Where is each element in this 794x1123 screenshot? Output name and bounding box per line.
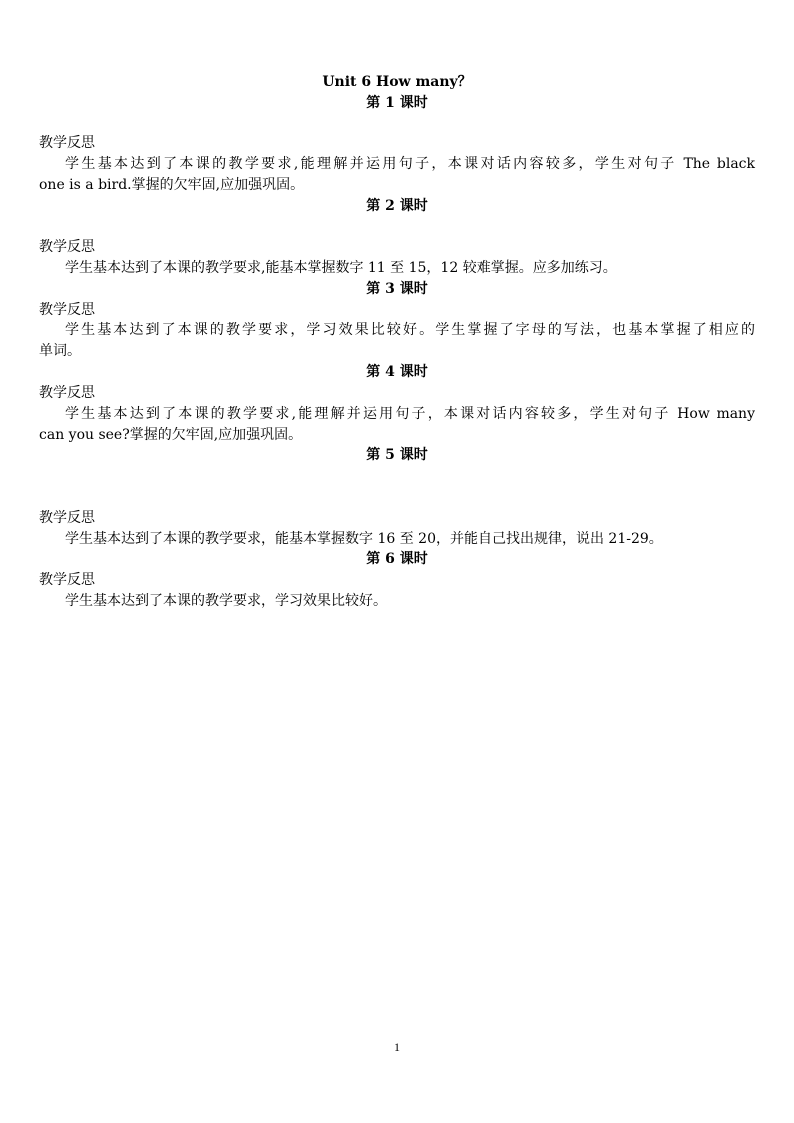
lesson-5-label: 教学反思: [39, 510, 95, 526]
page-number: 1: [394, 1040, 400, 1054]
lesson-3-heading: 第 3 课时: [366, 281, 428, 297]
lesson-4-label: 教学反思: [39, 385, 95, 401]
lesson-6-label: 教学反思: [39, 572, 95, 588]
lesson-2-label: 教学反思: [39, 239, 95, 255]
lesson-4-heading: 第 4 课时: [366, 364, 428, 380]
lesson-1-label: 教学反思: [39, 135, 95, 151]
lesson-2-heading: 第 2 课时: [366, 198, 428, 214]
lesson-1-text-line-2: one is a bird.掌握的欠牢固,应加强巩固。: [39, 177, 305, 193]
lesson-1-text-line-1: 学生基本达到了本课的教学要求,能理解并运用句子，本课对话内容较多，学生对句子 The black: [65, 156, 755, 172]
lesson-4-text-line-2: can you see?掌握的欠牢固,应加强巩固。: [39, 427, 303, 443]
lesson-1-heading: 第 1 课时: [366, 95, 428, 111]
lesson-3-label: 教学反思: [39, 302, 95, 318]
lesson-3-text-line-2: 单词。: [39, 343, 81, 359]
document-title: Unit 6 How many？: [322, 74, 472, 90]
lesson-5-heading: 第 5 课时: [366, 447, 428, 463]
lesson-6-heading: 第 6 课时: [366, 551, 428, 567]
lesson-5-text-line-1: 学生基本达到了本课的教学要求，能基本掌握数字 16 至 20，并能自己找出规律，说出 21-29。: [65, 531, 663, 547]
lesson-2-text-line-1: 学生基本达到了本课的教学要求,能基本掌握数字 11 至 15，12 较难掌握。应多加练习。: [65, 260, 617, 276]
lesson-6-text-line-1: 学生基本达到了本课的教学要求，学习效果比较好。: [65, 593, 387, 609]
lesson-4-text-line-1: 学生基本达到了本课的教学要求,能理解并运用句子，本课对话内容较多，学生对句子 How many: [65, 406, 755, 422]
lesson-3-text-line-1: 学生基本达到了本课的教学要求，学习效果比较好。学生掌握了字母的写法，也基本掌握了相应的: [65, 322, 755, 338]
